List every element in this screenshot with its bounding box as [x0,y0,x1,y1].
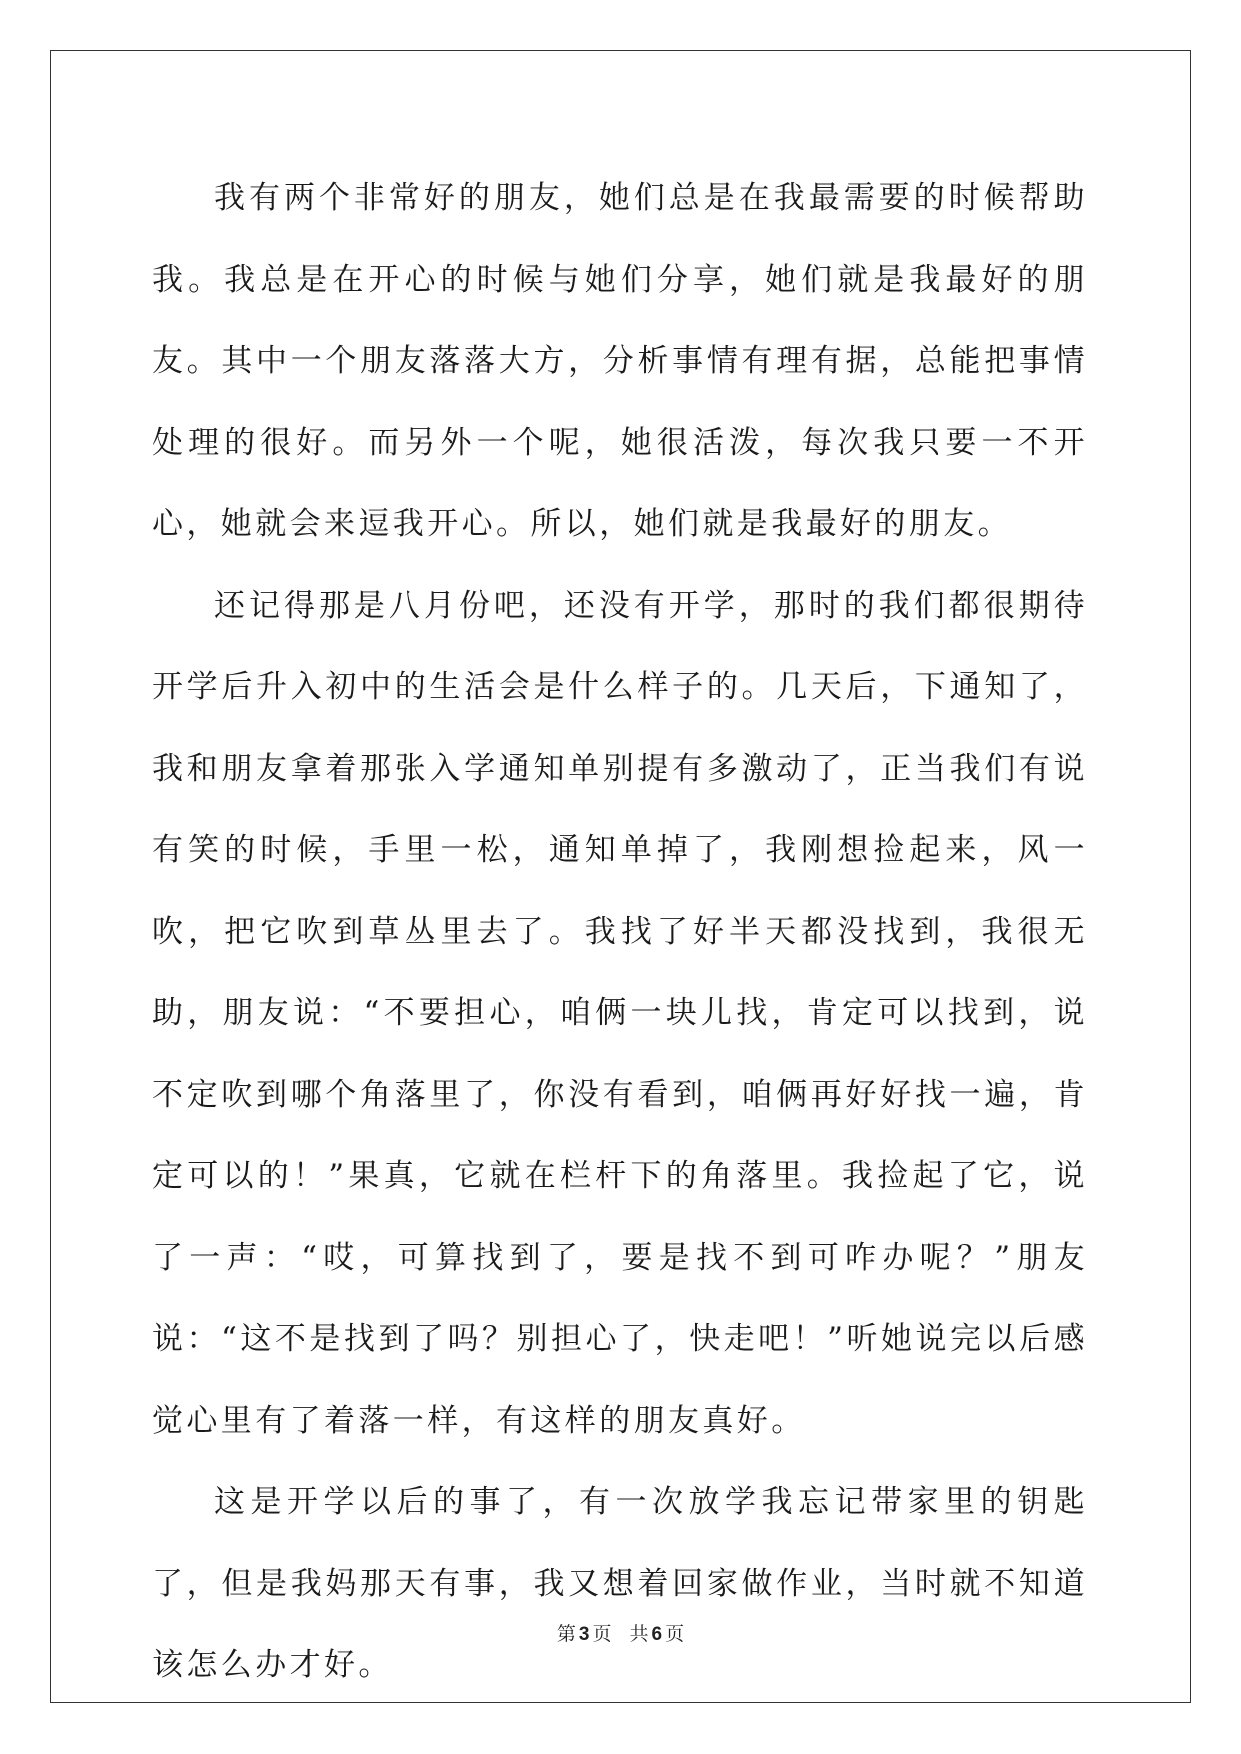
footer-total-prefix: 共 [629,1623,649,1645]
footer-prefix: 第 [556,1623,576,1645]
paragraph-1: 我有两个非常好的朋友，她们总是在我最需要的时候帮助我。我总是在开心的时候与她们分享，她们就是我最好的朋友。其中一个朋友落落大方，分析事情有理有据，总能把事情处理的很好。而另外一个呢，她很活泼，每次我只要一不开心，她就会来逗我开心。所以，她们就是我最好的朋友。 [152,180,1088,542]
paragraph-2: 还记得那是八月份吧，还没有开学，那时的我们都很期待开学后升入初中的生活会是什么样子的。几天后，下通知了，我和朋友拿着那张入学通知单别提有多激动了，正当我们有说有笑的时候，手里一松，通知单掉了，我刚想捡起来，风一吹，把它吹到草丛里去了。我找了好半天都没找到，我很无助，朋友说：“不要担心，咱俩一块儿找，肯定可以找到，说不定吹到哪个角落里了，你没有看到，咱俩再好好找一遍，肯定可以的！”果真，它就在栏杆下的角落里。我捡起了它，说了一声：“哎，可算找到了，要是找不到可咋办呢？”朋友说：“这不是找到了吗？别担心了，快走吧！”听她说完以后感觉心里有了着落一样，有这样的朋友真好。 [152,587,1088,1439]
current-page-number: 3 [578,1624,590,1645]
page-footer [0,1619,1241,1646]
footer-page-suffix: 页 [592,1623,612,1645]
document-body [152,158,1088,1707]
footer-total-suffix: 页 [665,1623,685,1645]
total-page-number: 6 [651,1624,663,1645]
paragraph-3: 这是开学以后的事了，有一次放学我忘记带家里的钥匙了，但是我妈那天有事，我又想着回家做作业，当时就不知道该怎么办才好。 [152,1484,1088,1683]
